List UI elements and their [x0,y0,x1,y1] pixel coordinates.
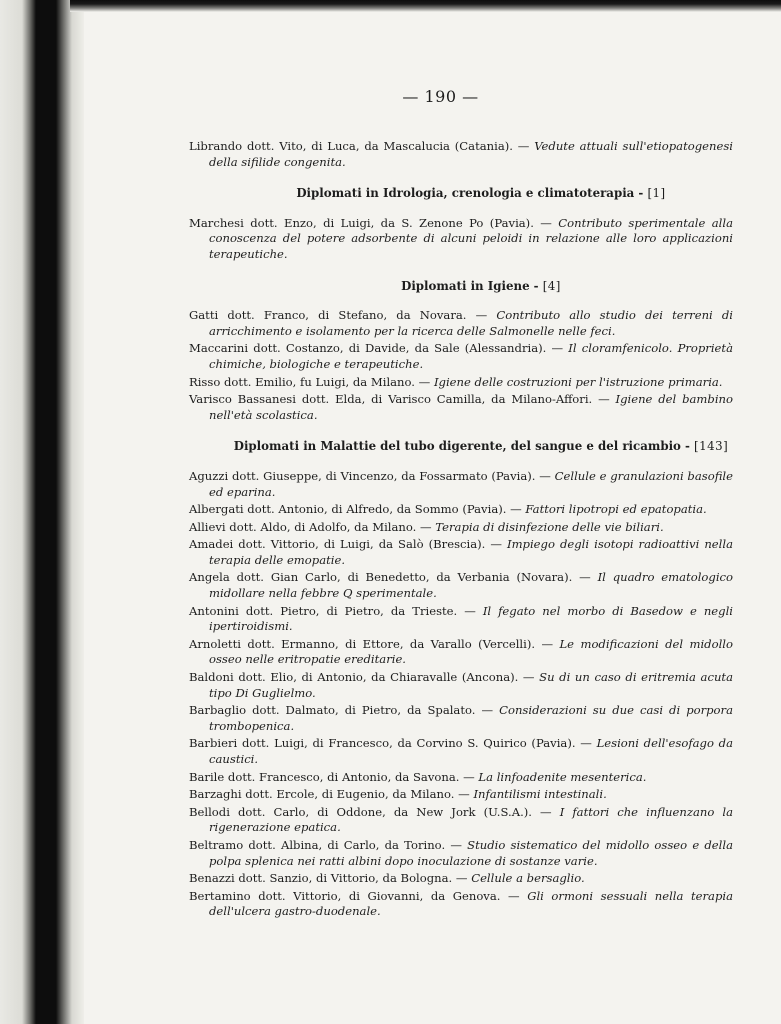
section-count: [143] [694,439,729,454]
section-count: [1] [647,186,666,201]
entry-thesis-title: La linfoadenite mesenterica. [478,769,647,784]
entry-author: Barzaghi dott. Ercole, di Eugenio, da Milano. — [189,787,474,802]
entry-author: Librando dott. Vito, di Luca, da Mascalucia (Catania). — [189,139,535,153]
diploma-entry [189,341,733,372]
diploma-entry [189,570,733,601]
document-body [189,139,733,922]
diploma-entry [189,375,733,391]
diploma-entry [189,871,733,887]
entry-author: Antonini dott. Pietro, di Pietro, da Trieste. — [189,603,483,618]
entry-author: Aguzzi dott. Giuseppe, di Vincenzo, da Fossarmato (Pavia). — [189,468,555,483]
entry-thesis-title: Il cloramfenicolo. Proprietà chimiche, biologiche e terapeutiche. [209,341,733,371]
entry-author: Barbieri dott. Luigi, di Francesco, da Corvino S. Quirico (Pavia). — [189,736,597,751]
entry-thesis-title: Su di un caso di eritremia acuta tipo Di Guglielmo. [209,670,733,700]
entry-thesis-title: Impiego degli isotopi radioattivi nella terapia delle emopatie. [209,537,733,567]
entry-thesis-title: Cellule a bersaglio. [471,871,585,886]
entry-thesis-title: Vedute attuali sull'etiopatogenesi della sifilide congenita. [209,139,733,169]
diploma-entry [189,637,733,668]
entry-author: Bertamino dott. Vittorio, di Giovanni, da Genova. — [189,888,528,903]
entry-author: Beltramo dott. Albina, di Carlo, da Torino. — [189,837,468,852]
entry-thesis-title: Igiene del bambino nell'età scolastica. [209,392,733,422]
entry-thesis-title: Gli ormoni sessuali nella terapia dell'ulcera gastro-duodenale. [209,888,733,919]
entry-thesis-title: Igiene delle costruzioni per l'istruzione primaria. [433,374,723,389]
entry-author: Barile dott. Francesco, di Antonio, da Savona. — [189,769,479,784]
entry-author: Barbaglio dott. Dalmato, di Pietro, da Spalato. — [189,703,500,718]
entry-thesis-title: Contributo sperimentale alla conoscenza del potere adsorbente di alcuni peloidi in relazione alle loro applicazioni terapeutiche. [209,215,734,261]
entry-author: Marchesi dott. Enzo, di Luigi, da S. Zenone Po (Pavia). — [189,215,559,230]
entry-author: Baldoni dott. Elio, di Antonio, da Chiaravalle (Ancona). — [189,670,540,685]
diploma-entry [189,604,733,635]
entry-thesis-title: Cellule e granulazioni basofile ed eparina. [209,468,733,499]
entry-thesis-title: Il quadro ematologico midollare nella febbre Q sperimentale. [209,570,733,601]
entry-thesis-title: Il fegato nel morbo di Basedow e negli ipertiroidismi. [209,603,733,634]
entry-author: Bellodi dott. Carlo, di Oddone, da New Jork (U.S.A.). — [189,804,560,819]
diploma-entry [189,770,733,786]
entry-thesis-title: Fattori lipotropi ed epatopatia. [525,502,707,517]
section-heading [189,439,733,455]
entry-thesis-title: I fattori che influenzano la rigenerazione epatica. [209,804,733,835]
entry-author: Amadei dott. Vittorio, di Luigi, da Salò (Brescia). — [189,537,507,552]
diploma-entry [189,392,733,423]
entry-author: Albergati dott. Antonio, di Alfredo, da Sommo (Pavia). — [189,502,526,517]
entry-thesis-title: Contributo allo studio dei terreni di arricchimento e isolamento per la ricerca delle Salmonelle nelle feci. [209,308,733,338]
diploma-entry [189,139,733,170]
section-count: [4] [542,278,561,293]
section-heading-text: Diplomati in Idrologia, crenologia e climatoterapia - [296,186,648,201]
scan-top-edge [70,0,781,12]
diploma-entry [189,838,733,869]
diploma-entry [189,537,733,568]
diploma-entry [189,308,733,339]
entry-author: Benazzi dott. Sanzio, di Vittorio, da Bologna. — [189,871,472,886]
section-heading-text: Diplomati in Malattie del tubo digerente, del sangue e del ricambio - [233,439,695,454]
entry-thesis-title: Lesioni dell'esofago da caustici. [209,736,734,766]
diploma-entry [189,469,733,500]
section-heading [189,279,733,295]
entry-author: Maccarini dott. Costanzo, di Davide, da Sale (Alessandria). — [189,341,569,356]
diploma-entry [189,216,733,263]
entry-author: Angela dott. Gian Carlo, di Benedetto, da Verbania (Novara). — [189,570,598,585]
diploma-entry [189,736,733,767]
entry-author: Varisco Bassanesi dott. Elda, di Varisco Camilla, da Milano-Affori. — [189,392,616,407]
entry-author: Arnoletti dott. Ermanno, di Ettore, da Varallo (Vercelli). — [189,636,560,651]
diploma-entry [189,787,733,803]
entry-thesis-title: Terapia di disinfezione delle vie biliari. [435,519,664,534]
entry-thesis-title: Considerazioni su due casi di porpora trombopenica. [209,703,733,733]
scan-binding-edge [0,0,84,1024]
entry-author: Gatti dott. Franco, di Stefano, da Novara. — [189,308,497,323]
diploma-entry [189,502,733,518]
entry-author: Risso dott. Emilio, fu Luigi, da Milano. — [189,374,434,389]
diploma-entry [189,703,733,734]
section-heading [189,186,733,202]
entry-thesis-title: Studio sistematico del midollo osseo e della polpa splenica nei ratti albini dopo inoculazione di sostanze varie. [209,837,733,868]
entry-thesis-title: Le modificazioni del midollo osseo nelle eritropatie ereditarie. [209,636,733,667]
section-heading-text: Diplomati in Igiene - [401,278,543,293]
diploma-entry [189,670,733,701]
entry-thesis-title: Infantilismi intestinali. [473,787,607,802]
diploma-entry [189,889,733,920]
diploma-entry [189,805,733,836]
diploma-entry [189,520,733,536]
entry-author: Allievi dott. Aldo, di Adolfo, da Milano. — [189,519,436,534]
page-number: — 190 — [402,87,479,106]
